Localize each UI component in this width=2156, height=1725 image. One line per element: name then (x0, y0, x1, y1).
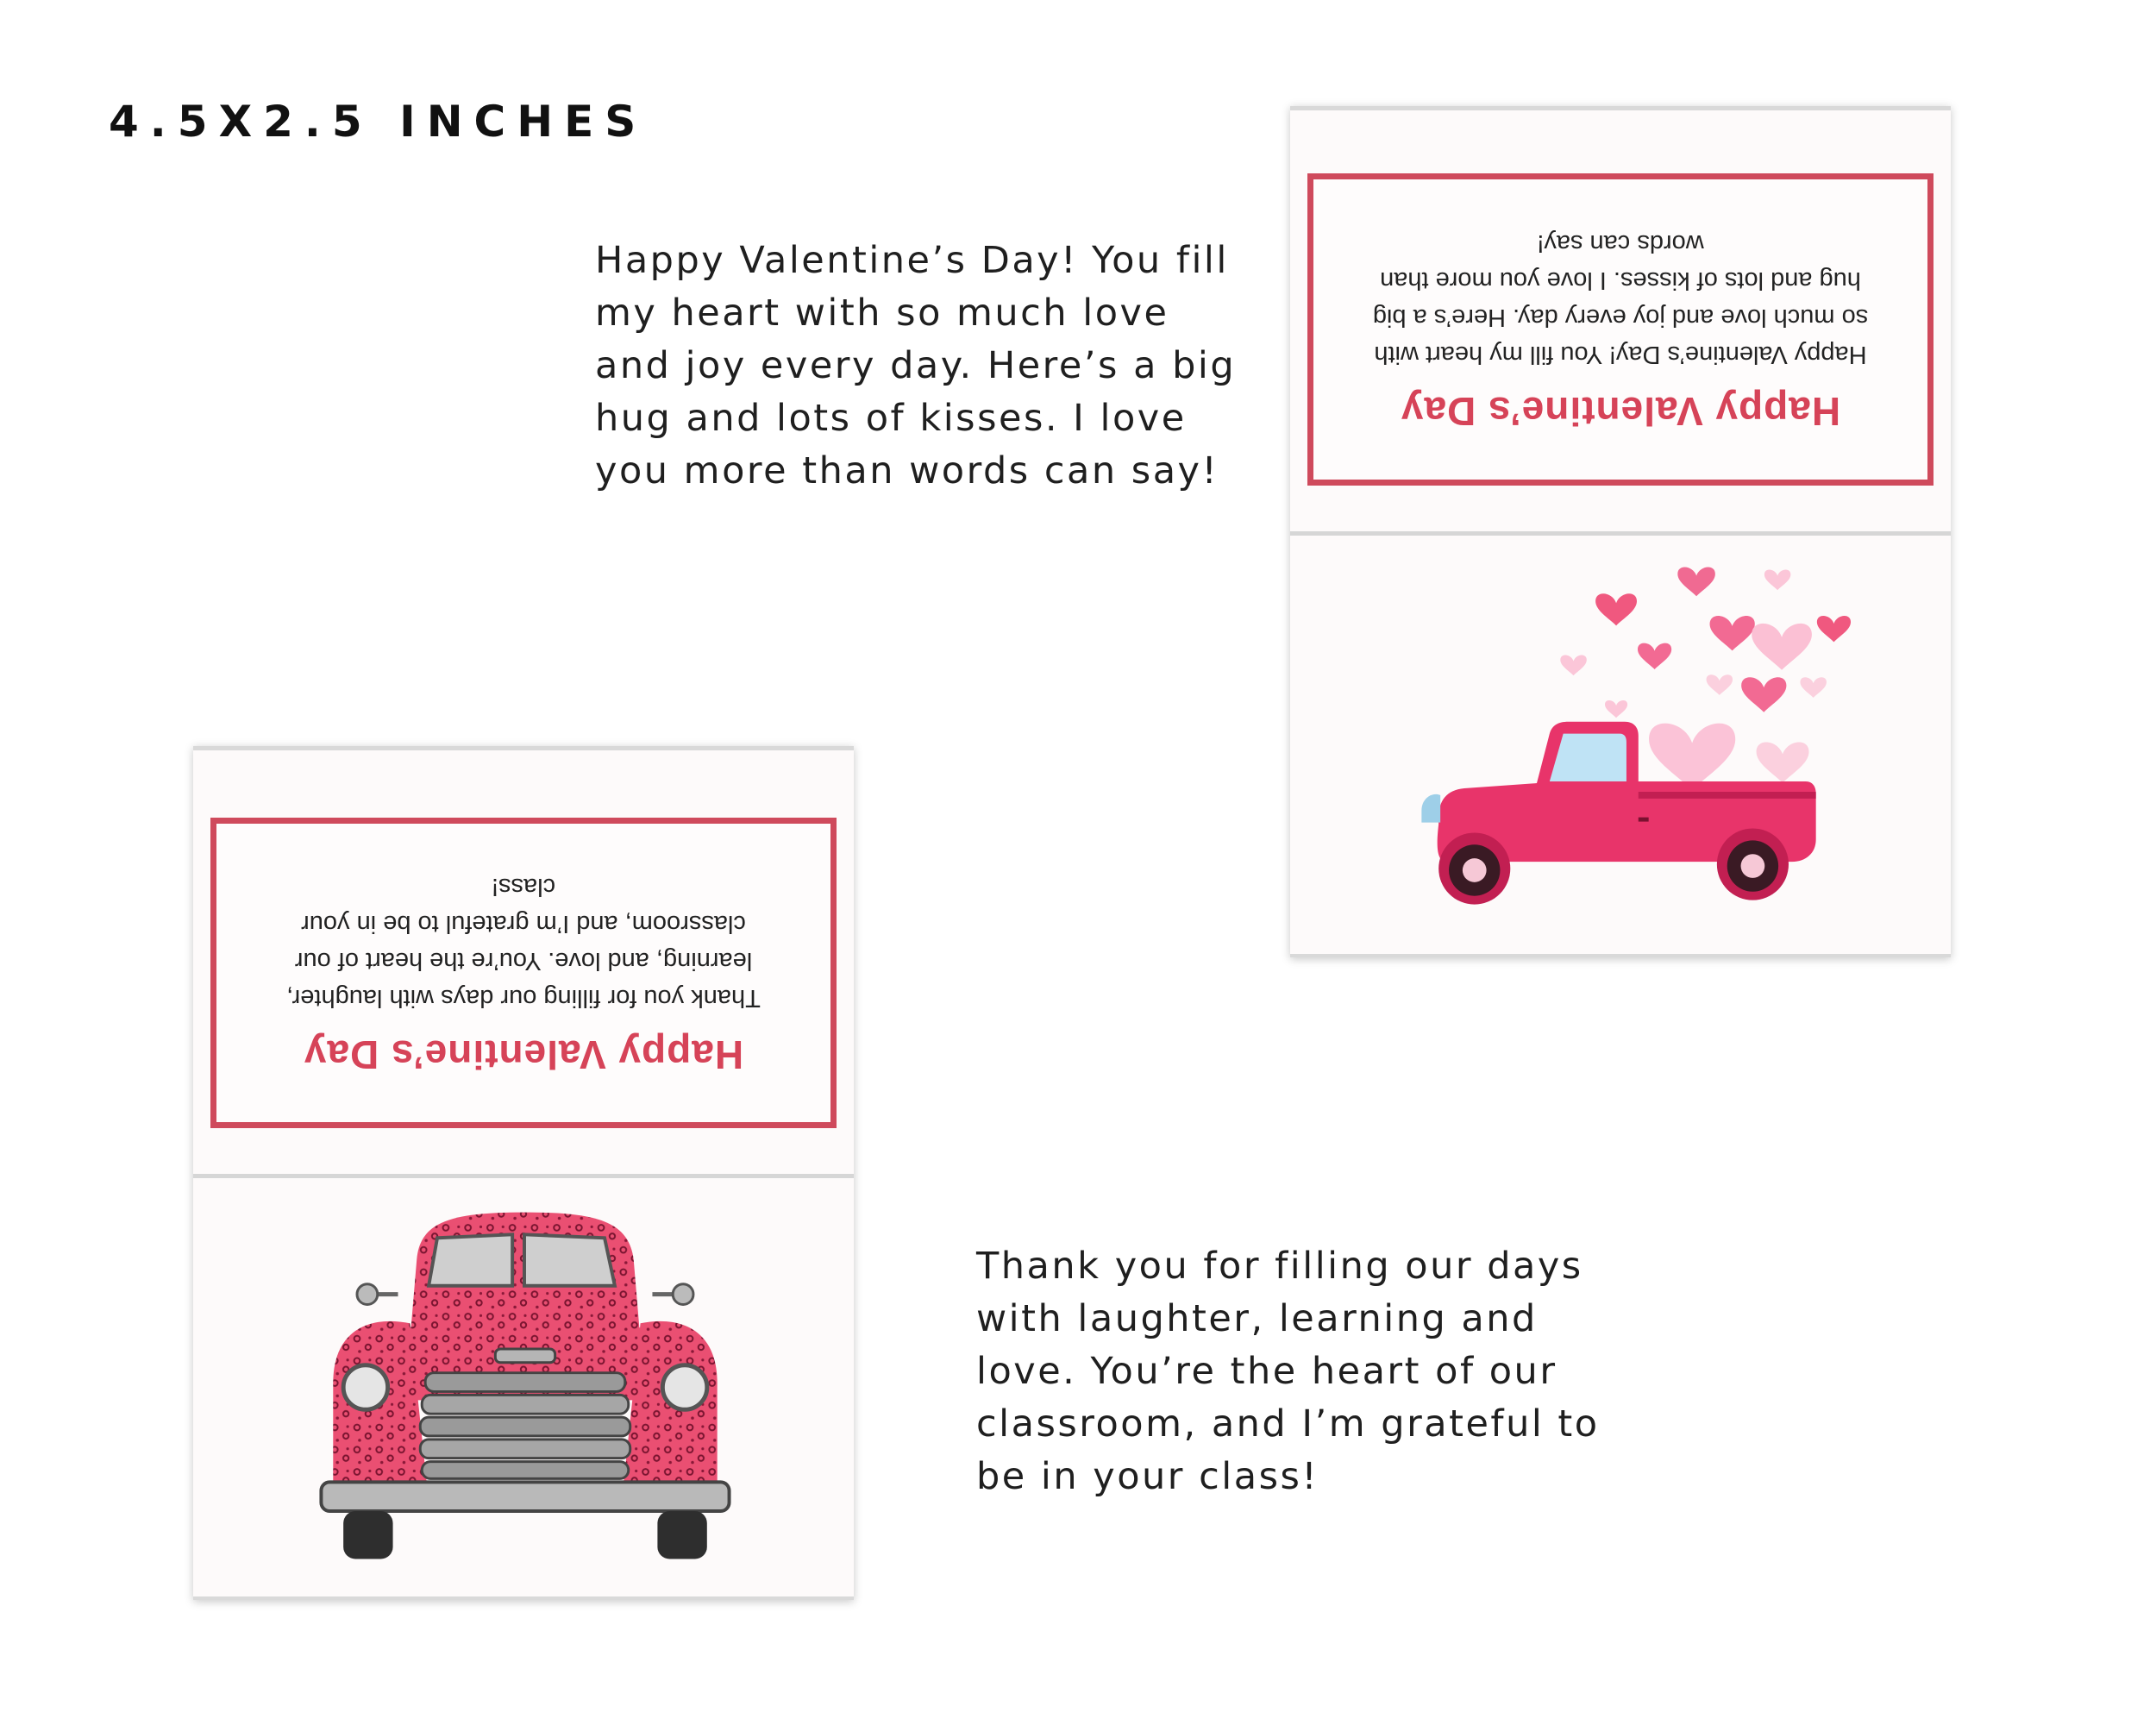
leopard-truck-icon (193, 1178, 854, 1596)
card1-message-text: Happy Valentine’s Day! You fill my heart with so much love and joy every day. Here’s a big hug and lots of kisses. I love you more than words can say! (595, 239, 1237, 492)
pink-truck-icon (1290, 536, 1951, 954)
card-2 (193, 746, 854, 1600)
card2-box-message: Thank you for filling our days with laughter, learning, and love. You’re the heart of our classroom, and I’m grateful to be in your class! (286, 873, 761, 1012)
card1-illustration (1290, 536, 1951, 954)
page-heading: 4.5X2.5 INCHES (109, 97, 648, 147)
card-1 (1290, 106, 1951, 957)
card2-illustration (193, 1178, 854, 1596)
card2-message-box (210, 818, 837, 1128)
card2-message-text: Thank you for filling our days with laughter, learning and love. You’re the heart of our classroom, and I’m grateful to be in your class! (976, 1245, 1600, 1498)
card2-box-title: Happy Valentine’s Day (303, 1032, 744, 1077)
card1-box-message: Happy Valentine’s Day! You fill my heart with so much love and joy every day. Here’s a big hug and lots of kisses. I love you more than words can say! (1372, 229, 1869, 368)
card1-box-title: Happy Valentine’s Day (1400, 389, 1841, 434)
card1-message-box (1307, 173, 1934, 486)
